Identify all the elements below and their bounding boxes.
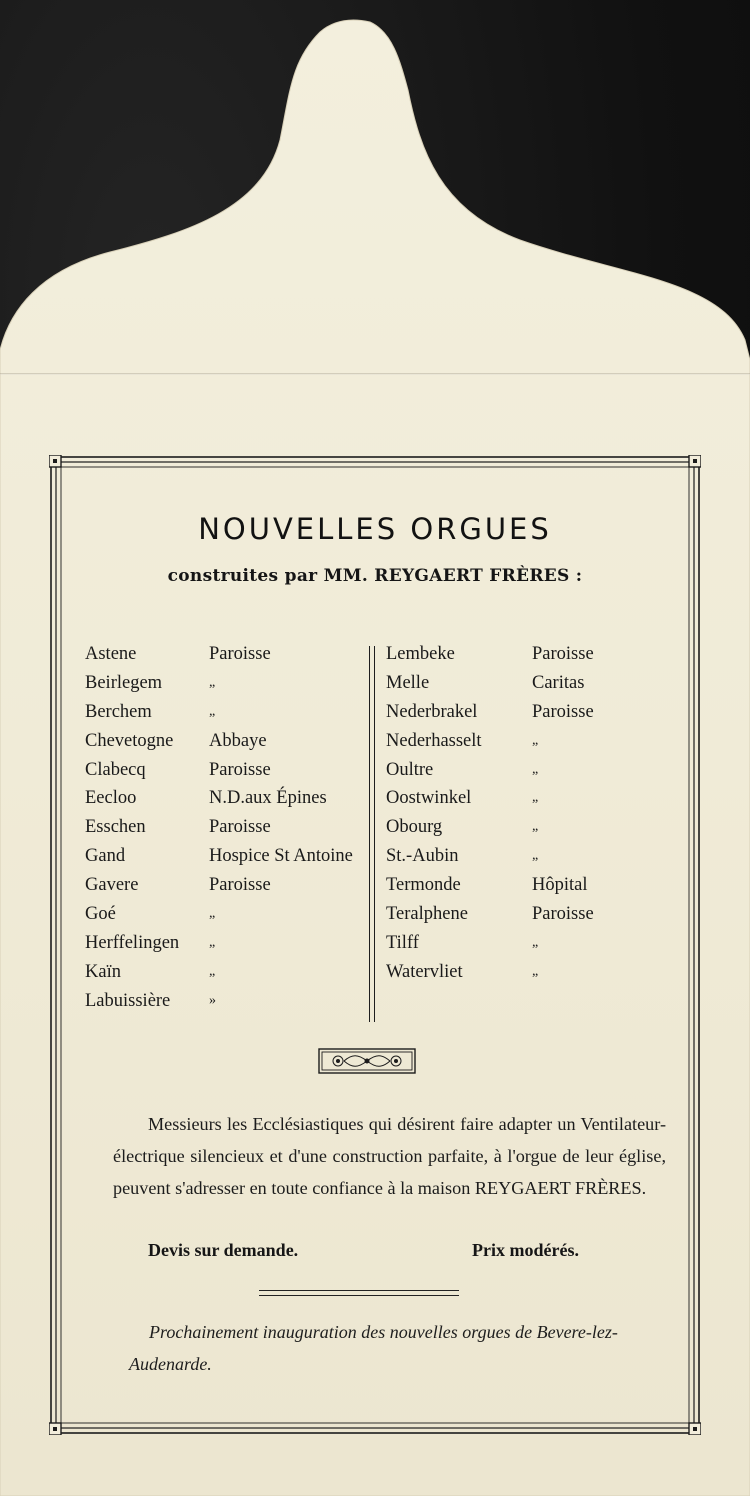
ventilator-paragraph: Messieurs les Ecclésiastiques qui désirent faire adapter un Ventilateur-électrique silencieux et d'une construction parfaite, à l'orgue de leur église, peuvent s'adresser en toute confiance à la maison REYGAERT FRÈRES. (113, 1114, 666, 1198)
list-item (85, 987, 365, 1016)
list-item (85, 929, 365, 958)
institution-type: Paroisse (209, 875, 271, 896)
list-item (386, 929, 676, 958)
ditto-mark: » (209, 992, 216, 1008)
list-item (85, 813, 365, 842)
place-name: Gavere (85, 875, 139, 896)
list-item (85, 756, 365, 785)
list-item (386, 640, 676, 669)
place-name: Nederhasselt (386, 730, 482, 751)
place-name: Kaïn (85, 961, 121, 982)
institution-type: Hospice St Antoine (209, 846, 353, 867)
place-name: Esschen (85, 817, 146, 838)
list-item (386, 727, 676, 756)
ditto-mark: „ (209, 934, 216, 950)
double-rule-divider (259, 1290, 459, 1296)
institution-type: Caritas (532, 672, 585, 693)
list-item (386, 698, 676, 727)
list-item (386, 756, 676, 785)
institution-type: N.D.aux Épines (209, 788, 327, 809)
prix-note: Prix modérés. (472, 1240, 579, 1260)
place-name: Beirlegem (85, 672, 163, 693)
place-name: Lembeke (386, 644, 455, 664)
institution-type: Hôpital (532, 875, 588, 896)
organ-list-right (386, 640, 676, 987)
institution-type: Paroisse (532, 701, 594, 722)
list-item (85, 640, 365, 669)
ditto-mark: „ (209, 703, 216, 719)
ditto-mark: „ (209, 963, 216, 979)
list-item (386, 958, 676, 987)
devis-note: Devis sur demande. (148, 1240, 299, 1260)
ditto-mark: „ (532, 963, 539, 979)
list-item (85, 784, 365, 813)
ditto-mark: „ (532, 732, 539, 748)
list-item (85, 958, 365, 987)
list-item (85, 698, 365, 727)
place-name: Oostwinkel (386, 788, 472, 809)
place-name: Herffelingen (85, 932, 180, 953)
place-name: St.-Aubin (386, 846, 459, 867)
institution-type: Paroisse (532, 904, 594, 925)
institution-type: Paroisse (209, 644, 271, 664)
place-name: Obourg (386, 817, 443, 838)
place-name: Gand (85, 846, 126, 867)
page-subtitle: construites par MM. REYGAERT FRÈRES : (167, 566, 583, 586)
list-item (85, 871, 365, 900)
organ-list-left (85, 640, 365, 1016)
place-name: Eecloo (85, 788, 137, 809)
list-item (386, 813, 676, 842)
ditto-mark: „ (209, 674, 216, 690)
list-item (85, 669, 365, 698)
page-title: NOUVELLES ORGUES (198, 512, 552, 546)
place-name: Astene (85, 644, 137, 664)
institution-type: Abbaye (209, 730, 267, 751)
list-item (386, 669, 676, 698)
ditto-mark: „ (209, 906, 216, 922)
place-name: Nederbrakel (386, 701, 478, 722)
list-item (85, 900, 365, 929)
ditto-mark: „ (532, 819, 539, 835)
place-name: Berchem (85, 701, 152, 722)
list-item (386, 842, 676, 871)
place-name: Teralphene (386, 904, 468, 925)
list-item (386, 871, 676, 900)
place-name: Oultre (386, 759, 434, 780)
institution-type: Paroisse (209, 817, 271, 838)
place-name: Termonde (386, 875, 461, 896)
ditto-mark: „ (532, 848, 539, 864)
place-name: Goé (85, 904, 116, 925)
place-name: Melle (386, 672, 430, 693)
flap-fold-line (0, 373, 750, 375)
institution-type: Paroisse (209, 759, 271, 780)
ditto-mark: „ (532, 790, 539, 806)
place-name: Clabecq (85, 759, 146, 780)
closing-announcement: Prochainement inauguration des nouvelles orgues de Bevere-lez-Audenarde. (129, 1322, 618, 1374)
place-name: Chevetogne (85, 730, 174, 751)
floral-ornament (318, 1048, 416, 1074)
ditto-mark: „ (532, 761, 539, 777)
place-name: Labuissière (85, 990, 171, 1011)
list-item (386, 900, 676, 929)
list-item (85, 842, 365, 871)
column-divider (369, 646, 375, 1022)
list-item (386, 784, 676, 813)
place-name: Watervliet (386, 961, 463, 982)
ditto-mark: „ (532, 934, 539, 950)
place-name: Tilff (386, 932, 419, 953)
institution-type: Paroisse (532, 644, 594, 664)
list-item (85, 727, 365, 756)
